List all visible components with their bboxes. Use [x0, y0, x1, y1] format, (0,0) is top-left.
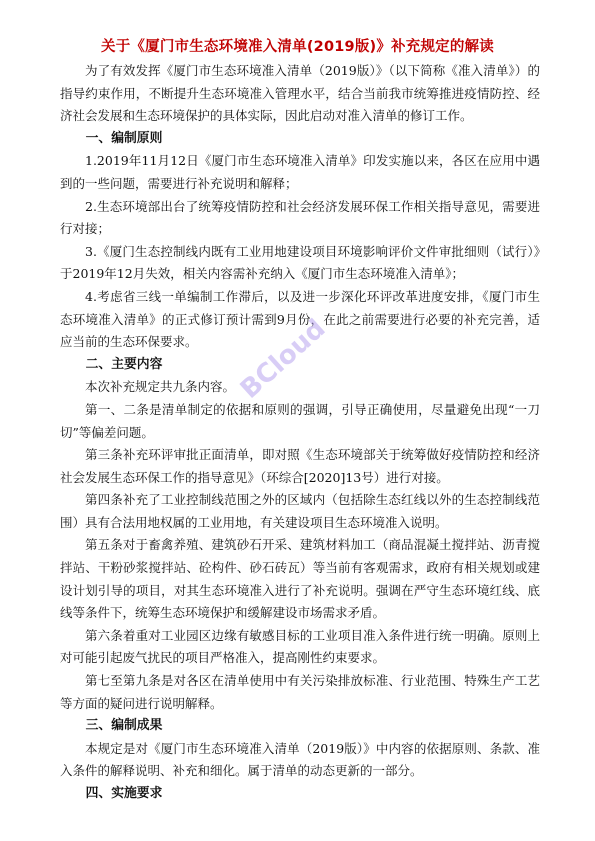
paragraph: 为了有效发挥《厦门市生态环境准入清单（2019版）》（以下简称《准入清单》）的指导约束作用，不断提升生态环境准入管理水平，结合当前我市统筹推进疫情防控、经济社会发展和生态环境保护的具体实际，因此启动对准入清单的修订工作。 [60, 63, 540, 124]
paragraph: 第六条着重对工业园区边缘有敏感目标的工业项目准入条件进行统一明确。原则上对可能引起废气扰民的项目严格准入，提高刚性约束要求。 [60, 627, 540, 666]
paragraph: 第一、二条是清单制定的依据和原则的强调，引导正确使用，尽量避免出现“一刀切”等偏差问题。 [60, 401, 540, 440]
document-title: 关于《厦门市生态环境准入清单(2019版)》补充规定的解读 [101, 39, 494, 55]
section-heading: 二、主要内容 [85, 356, 163, 372]
section-heading: 三、编制成果 [85, 718, 163, 734]
paragraph: 1.2019年11月12日《厦门市生态环境准入清单》印发实施以来，各区在应用中遇到的一些问题，需要进行补充说明和解释； [60, 153, 540, 191]
paragraph: 第三条补充环评审批正面清单，即对照《生态环境部关于统筹做好疫情防控和经济社会发展生态环保工作的指导意见》（环综合[2020]13号）进行对接。 [60, 447, 540, 485]
paragraph: 第七至第九条是对各区在清单使用中有关污染排放标准、行业范围、特殊生产工艺等方面的疑问进行说明解释。 [60, 673, 540, 711]
paragraph: 2.生态环境部出台了统筹疫情防控和社会经济发展环保工作相关指导意见，需要进行对接； [60, 198, 540, 237]
document-body [60, 60, 540, 806]
watermark: BCloud [234, 313, 332, 405]
paragraph: 3.《厦门生态控制线内既有工业用地建设项目环境影响评价文件审批细则（试行）》于2019年12月失效，相关内容需补充纳入《厦门市生态环境准入清单》； [60, 243, 540, 282]
section-heading: 四、实施要求 [85, 786, 163, 801]
paragraph: 第四条补充了工业控制线范围之外的区域内（包括除生态红线以外的生态控制线范围）具有合法用地权属的工业用地，有关建设项目生态环境准入说明。 [60, 492, 540, 530]
paragraph: 本规定是对《厦门市生态环境准入清单（2019版）》中内容的依据原则、条款、准入条件的解释说明、补充和细化。属于清单的动态更新的一部分。 [60, 740, 540, 779]
paragraph: 第五条对于畜禽养殖、建筑砂石开采、建筑材料加工（商品混凝土搅拌站、沥青搅拌站、干粉砂浆搅拌站、砼构件、砂石砖瓦）等当前有客观需求，政府有相关规划或建设计划引导的项目，对其生态环境准入进行了补充说明。强调在严守生态环境红线、底线等条件下，统筹生态环境保护和缓解建设市场需求矛盾。 [60, 537, 540, 621]
paragraph: 4.考虑省三线一单编制工作滞后，以及进一步深化环评改革进度安排，《厦门市生态环境准入清单》的正式修订预计需到9月份，在此之前需要进行必要的补充完善，适应当前的生态环保要求。 [60, 288, 540, 350]
paragraph: 本次补充规定共九条内容。 [85, 379, 236, 395]
section-heading: 一、编制原则 [85, 130, 163, 146]
